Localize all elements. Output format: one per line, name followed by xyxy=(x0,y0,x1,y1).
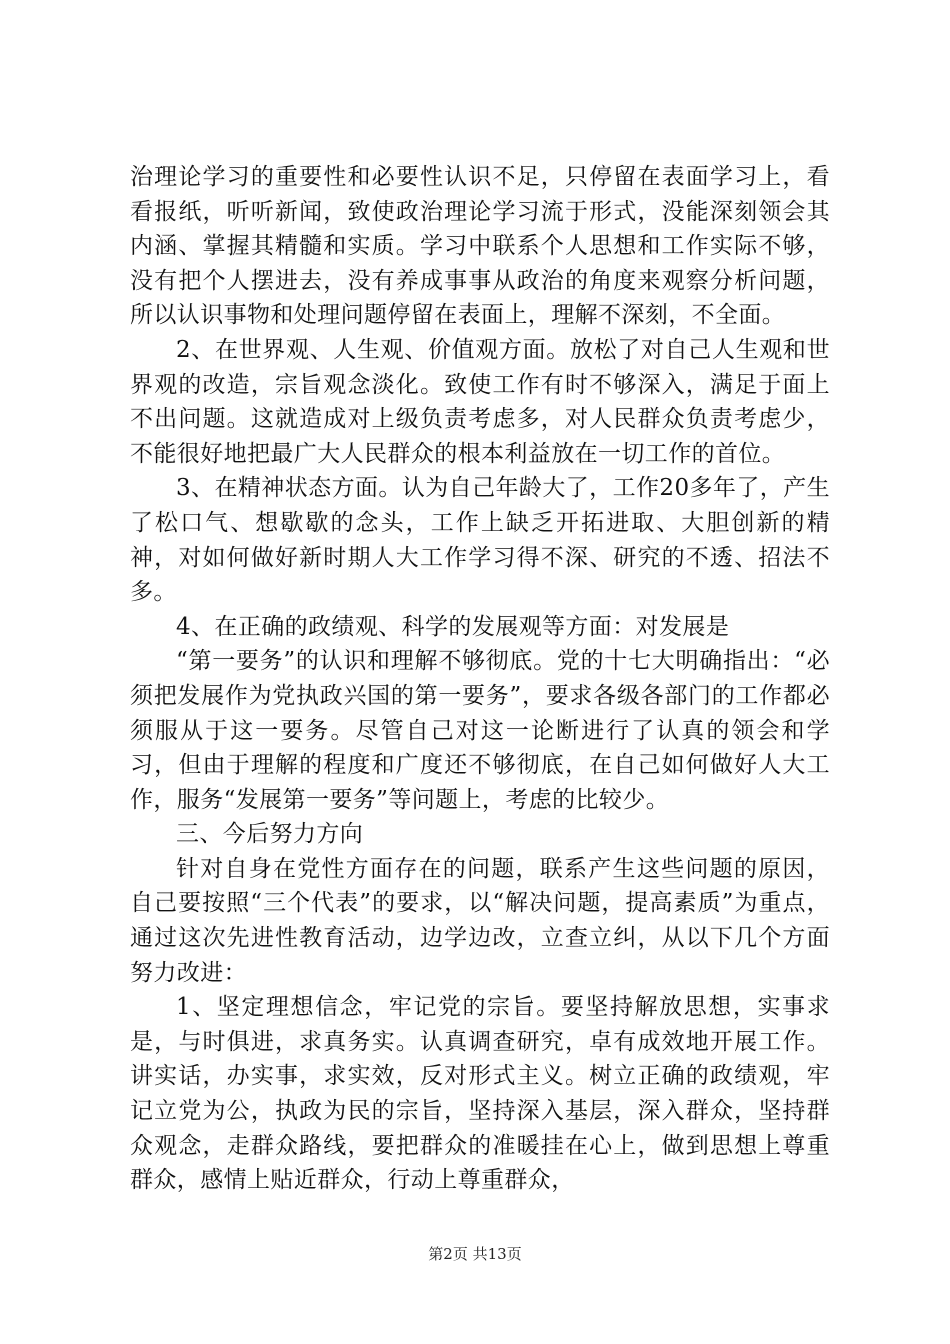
paragraph-1: 治理论学习的重要性和必要性认识不足，只停留在表面学习上，看看报纸，听听新闻，致使政治理论学习流于形式，没能深刻领会其内涵、掌握其精髓和实质。学习中联系个人思想和工作实际不够，没有把个人摆进去，没有养成事事从政治的角度来观察分析问题，所以认识事物和处理问题停留在表面上，理解不深刻，不全面。 xyxy=(130,164,830,329)
page-number-footer: 第2页 共13页 xyxy=(428,1245,522,1263)
section-heading: 三、今后努力方向 xyxy=(176,821,364,848)
paragraph-5: “第一要务”的认识和理解不够彻底。党的十七大明确指出：“必须把发展作为党执政兴国的第一要务”，要求各级各部门的工作都必须服从于这一要务。尽管自己对这一论断进行了认真的领会和学习，但由于理解的程度和广度还不够彻底，在自己如何做好人大工作，服务“发展第一要务”等问题上，考虑的比较少。 xyxy=(130,648,830,813)
paragraph-7: 针对自身在党性方面存在的问题，联系产生这些问题的原因，自己要按照“三个代表”的要求，以“解决问题，提高素质”为重点，通过这次先进性教育活动，边学边改，立查立纠，从以下几个方面努力改进： xyxy=(130,855,830,986)
paragraph-4: 4、在正确的政绩观、科学的发展观等方面：对发展是 xyxy=(176,613,730,640)
paragraph-3: 3、在精神状态方面。认为自己年龄大了，工作20多年了，产生了松口气、想歇歇的念头，工作上缺乏开拓进取、大胆创新的精神，对如何做好新时期人大工作学习得不深、研究的不透、招法不多。 xyxy=(130,475,830,606)
paragraph-8: 1、坚定理想信念，牢记党的宗旨。要坚持解放思想，实事求是，与时俱进，求真务实。认真调查研究，卓有成效地开展工作。讲实话，办实事，求实效，反对形式主义。树立正确的政绩观，牢记立党为公，执政为民的宗旨，坚持深入基层，深入群众，坚持群众观念，走群众路线，要把群众的准暖挂在心上，做到思想上尊重群众，感情上贴近群众，行动上尊重群众， xyxy=(130,994,830,1194)
document-body xyxy=(130,160,830,1198)
paragraph-2: 2、在世界观、人生观、价值观方面。放松了对自己人生观和世界观的改造，宗旨观念淡化。致使工作有时不够深入，满足于面上不出问题。这就造成对上级负责考虑多，对人民群众负责考虑少，不能很好地把最广大人民群众的根本利益放在一切工作的首位。 xyxy=(130,336,830,467)
